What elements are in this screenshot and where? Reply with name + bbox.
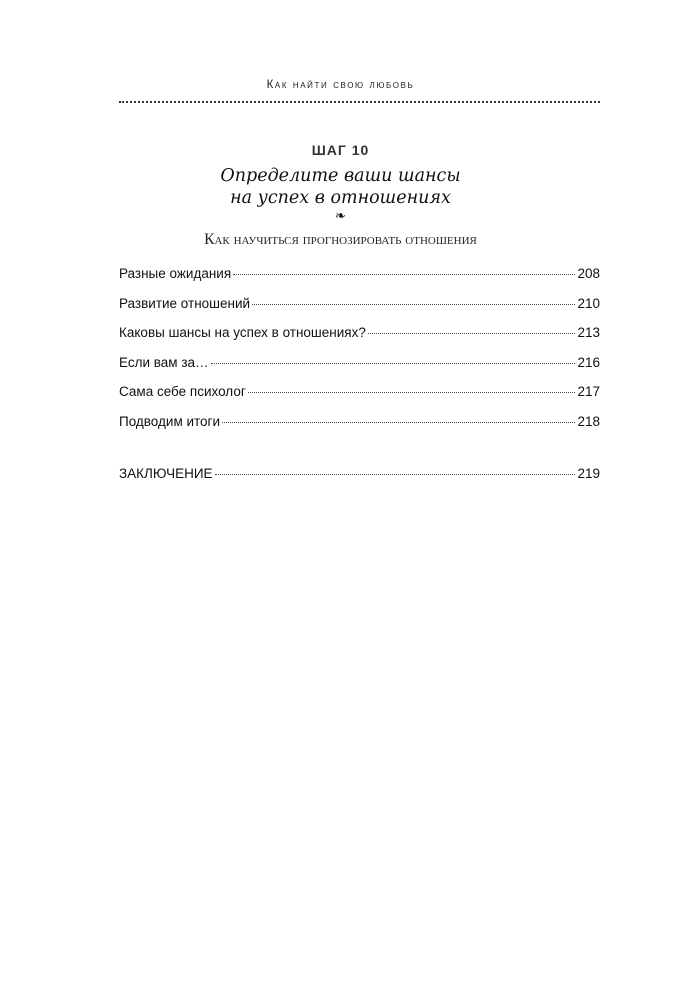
- toc-entry: [119, 266, 600, 296]
- toc-entry-title: Сама себе психолог: [119, 384, 246, 399]
- toc-entry-page: 219: [577, 466, 600, 481]
- toc-leader: [211, 363, 576, 364]
- running-head: Как найти свою любовь: [266, 79, 415, 91]
- toc-entry: [119, 414, 600, 444]
- toc-conclusion: [119, 466, 600, 496]
- toc-entry-title: Подводим итоги: [119, 413, 221, 429]
- toc-leader: [368, 333, 576, 334]
- toc-leader: [222, 422, 575, 423]
- header-divider: [119, 101, 600, 103]
- step-label: ШАГ 10: [311, 142, 370, 158]
- toc-entry-page: 210: [577, 295, 600, 311]
- toc-entry: [119, 355, 600, 385]
- toc-leader: [248, 392, 576, 393]
- toc-entry-conclusion: [119, 466, 600, 496]
- fleuron-icon: ❧: [335, 209, 346, 224]
- toc-entry-title: Разные ожидания: [119, 266, 232, 281]
- toc-leader: [252, 304, 575, 305]
- toc-entry: [119, 384, 600, 414]
- chapter-title-line-2: на успех в отношениях: [230, 188, 451, 208]
- toc-entry-page: 218: [577, 413, 600, 429]
- toc-entry-title: Развитие отношений: [119, 295, 251, 311]
- toc-entry-page: 216: [577, 354, 600, 370]
- chapter-title: [0, 165, 681, 209]
- chapter-title-line-1: Определите ваши шансы: [220, 166, 461, 186]
- toc-entry-page: 217: [577, 384, 600, 399]
- toc-entry-title: ЗАКЛЮЧЕНИЕ: [119, 466, 213, 481]
- toc-entry-page: 213: [577, 325, 600, 340]
- toc-entry-page: 208: [577, 266, 600, 281]
- toc-leader: [215, 474, 576, 475]
- toc-entry-title: Каковы шансы на успех в отношениях?: [119, 325, 366, 340]
- toc-entry-title: Если вам за…: [119, 354, 209, 370]
- toc-leader: [233, 274, 575, 275]
- toc-entry: [119, 325, 600, 355]
- toc-list: [119, 266, 600, 443]
- toc-entry: [119, 296, 600, 326]
- chapter-subtitle: Как научиться прогнозировать отношения: [204, 231, 477, 248]
